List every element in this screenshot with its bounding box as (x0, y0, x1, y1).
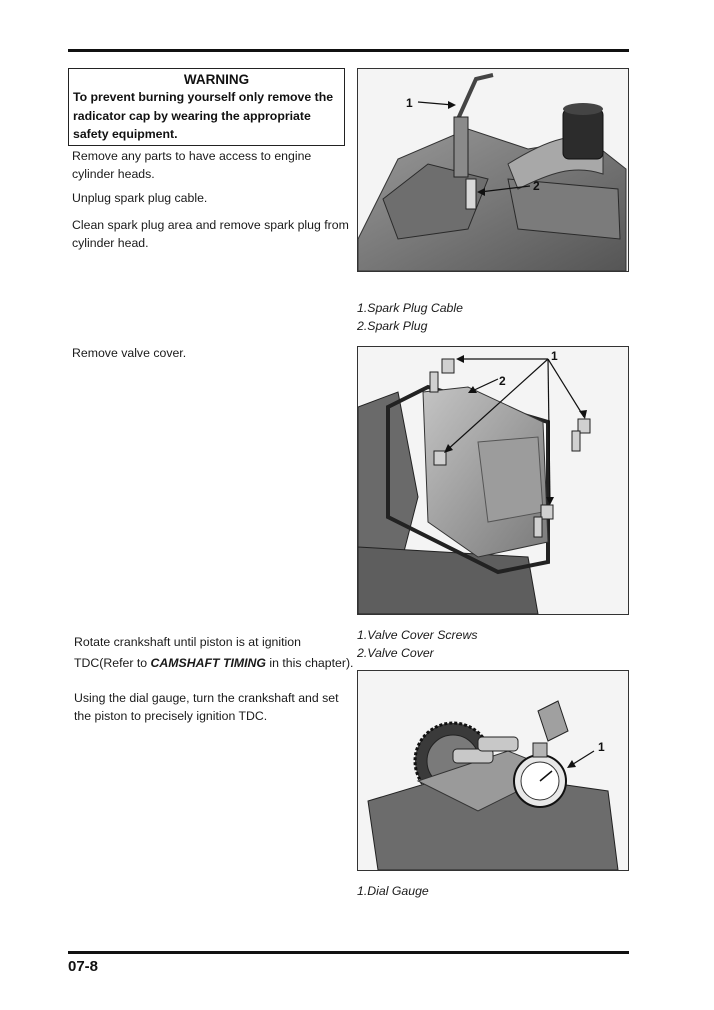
camshaft-timing-reference: CAMSHAFT TIMING (150, 656, 266, 670)
page-number: 07-8 (68, 958, 99, 975)
step-rotate-crankshaft (74, 632, 354, 674)
warning-title: WARNING (183, 72, 250, 87)
step-remove-parts: Remove any parts to have access to engine cylinder heads. (72, 149, 312, 181)
figure-spark-plug (357, 68, 629, 272)
dial-gauge-illustration (358, 671, 628, 870)
step-rotate-text: Rotate crankshaft until piston is at ignition TDC(Refer to (74, 635, 301, 670)
footer-rule (68, 951, 629, 954)
warning-box (68, 68, 345, 146)
valve-cover-illustration (358, 347, 628, 614)
step-dial-gauge: Using the dial gauge, turn the crankshaft and set the piston to precisely ignition TDC. (74, 691, 339, 723)
figure-valve-cover (357, 346, 629, 615)
warning-body: To prevent burning yourself only remove the radicator cap by wearing the appropriate safety equipment. (73, 90, 334, 141)
caption-spark-plug: 2.Spark Plug (357, 319, 428, 333)
header-rule (68, 49, 629, 52)
caption-valve-cover: 2.Valve Cover (357, 646, 434, 660)
step-rotate-suffix: in this chapter). (265, 656, 354, 670)
caption-spark-plug-cable: 1.Spark Plug Cable (357, 301, 463, 315)
caption-dial-gauge: 1.Dial Gauge (357, 884, 429, 898)
callout-1: 1 (598, 740, 605, 754)
step-unplug-cable: Unplug spark plug cable. (72, 191, 208, 205)
spark-plug-illustration (358, 69, 628, 271)
callout-2: 2 (533, 179, 540, 193)
callout-1: 1 (551, 349, 558, 363)
caption-valve-cover-screws: 1.Valve Cover Screws (357, 628, 478, 642)
figure-dial-gauge (357, 670, 629, 871)
step-clean-spark-plug: Clean spark plug area and remove spark plug from cylinder head. (72, 218, 349, 250)
callout-1: 1 (406, 96, 413, 110)
step-remove-valve-cover: Remove valve cover. (72, 346, 187, 360)
callout-2: 2 (499, 374, 506, 388)
